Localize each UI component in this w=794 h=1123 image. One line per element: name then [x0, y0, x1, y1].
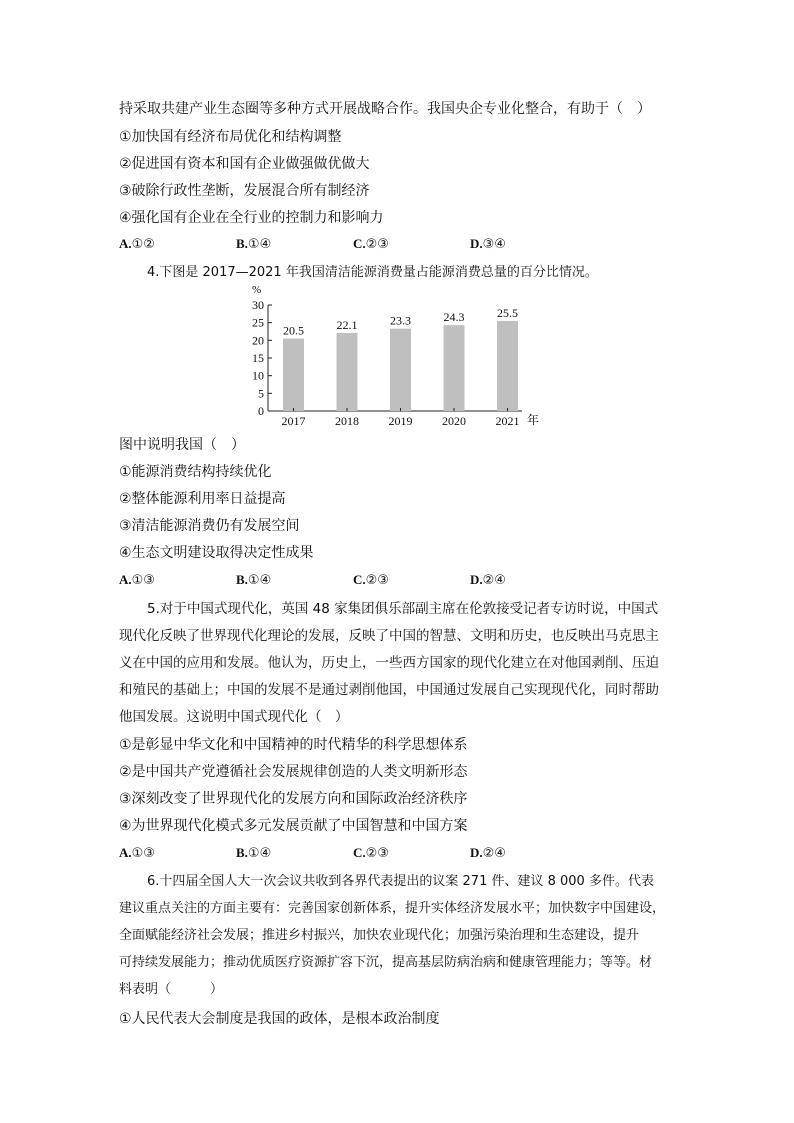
clean-energy-bar-chart [240, 282, 550, 432]
chart-bars [283, 321, 518, 411]
option-letter: D. [470, 236, 483, 251]
option-letter: A. [119, 845, 132, 860]
x-axis-unit: 年 [527, 413, 540, 427]
q5-line-4: 和殖民的基础上；中国的发展不是通过剥削他国，中国通过发展自己实现现代化，同时帮助 [119, 682, 659, 698]
option-text: ①④ [247, 846, 272, 861]
q4-option-c[interactable] [353, 571, 389, 590]
q3-stem-tail: 持采取共建产业生态圈等多种方式开展战略合作。我国央企专业化整合，有助于（ ） [119, 101, 651, 117]
q5-option-a[interactable] [119, 844, 155, 863]
q3-statement-2: ②促进国有资本和国有企业做强做优做大 [119, 156, 370, 172]
option-text: ②④ [482, 573, 506, 588]
q5-option-b[interactable] [236, 844, 271, 863]
option-letter: D. [470, 572, 483, 587]
q4-statement-4: ④生态文明建设取得决定性成果 [119, 545, 314, 561]
bar-2020 [444, 325, 465, 411]
y-tick-label: 10 [252, 368, 264, 383]
option-text: ①④ [247, 573, 272, 588]
option-letter: C. [353, 845, 366, 860]
option-text: ②③ [365, 846, 389, 861]
q6-statement-1: ①人民代表大会制度是我国的政体，是根本政治制度 [119, 1011, 440, 1027]
q6-line-2: 建议重点关注的方面主要有：完善国家创新体系，提升实体经济发展水平；加快数字中国建设， [119, 901, 666, 916]
y-tick-label: 20 [252, 333, 264, 348]
option-text: ②③ [365, 573, 389, 588]
q6-line-5: 料表明（ ） [119, 982, 224, 997]
q3-option-d[interactable] [470, 235, 506, 254]
option-letter: D. [470, 845, 483, 860]
option-letter: C. [353, 236, 366, 251]
x-tick-label: 2017 [281, 414, 306, 428]
y-tick-label: 15 [252, 351, 264, 365]
option-text: ③④ [482, 237, 506, 252]
option-letter: A. [119, 572, 132, 587]
bar-value-label: 22.1 [336, 317, 358, 332]
option-letter: C. [353, 572, 366, 587]
q4-statement-2: ②整体能源利用率日益提高 [119, 491, 286, 507]
q5-statement-1: ①是彰显中华文化和中国精神的时代精华的科学思想体系 [119, 737, 468, 753]
bar-value-label: 25.5 [497, 305, 518, 320]
option-letter: B. [236, 572, 248, 587]
bar-2019 [390, 329, 411, 411]
q5-option-d[interactable] [470, 844, 506, 863]
option-text: ①③ [131, 573, 155, 588]
option-letter: B. [236, 845, 248, 860]
y-tick-label: 0 [258, 404, 264, 418]
bar-value-label: 20.5 [283, 323, 304, 338]
q4-option-a[interactable] [119, 571, 155, 590]
q3-statement-1: ①加快国有经济布局优化和结构调整 [119, 129, 342, 145]
q5-option-c[interactable] [353, 844, 389, 863]
y-tick-label: 25 [252, 315, 264, 330]
q3-statement-4: ④强化国有企业在全行业的控制力和影响力 [119, 210, 384, 226]
q3-option-b[interactable] [236, 235, 271, 254]
q6-line-1: 6.十四届全国人大一次会议共收到各界代表提出的议案 271 件、建议 8 000 多件。代表 [147, 874, 654, 889]
y-axis-unit: % [252, 284, 262, 296]
bar-2018 [337, 333, 358, 411]
q5-line-1: 5.对于中国式现代化，英国 48 家集团俱乐部副主席在伦敦接受记者专访时说，中国式 [147, 601, 659, 617]
q3-option-c[interactable] [353, 235, 389, 254]
option-letter: B. [236, 236, 248, 251]
bar-value-label: 24.3 [443, 310, 465, 325]
q3-option-a[interactable] [119, 235, 155, 254]
x-tick-label: 2019 [388, 414, 413, 428]
q4-option-b[interactable] [236, 571, 271, 590]
bar-value-label: 23.3 [390, 313, 411, 328]
q6-line-4: 可持续发展能力；推动优质医疗资源扩容下沉，提高基层防病治病和健康管理能力；等等。材 [119, 955, 653, 970]
q4-option-d[interactable] [470, 571, 506, 590]
chart-svg [240, 282, 550, 432]
q4-statement-3: ③清洁能源消费仍有发展空间 [119, 518, 300, 534]
bar-2021 [497, 321, 518, 411]
bar-2017 [283, 339, 304, 411]
x-tick-label: 2021 [495, 414, 520, 428]
q5-line-5: 他国发展。这说明中国式现代化（ ） [119, 709, 349, 725]
q5-statement-2: ②是中国共产党遵循社会发展规律创造的人类文明新形态 [119, 764, 468, 780]
option-text: ①④ [247, 237, 272, 252]
option-text: ①③ [131, 846, 155, 861]
q4-stem: 4.下图是 2017—2021 年我国清洁能源消费量占能源消费总量的百分比情况。 [147, 265, 598, 280]
option-letter: A. [119, 236, 132, 251]
q6-line-3: 全面赋能经济社会发展；推进乡村振兴，加快农业现代化；加强污染治理和生态建设，提升 [119, 928, 640, 943]
option-text: ②③ [365, 237, 389, 252]
option-text: ②④ [482, 846, 506, 861]
q5-statement-4: ④为世界现代化模式多元发展贡献了中国智慧和中国方案 [119, 818, 468, 834]
q5-statement-3: ③深刻改变了世界现代化的发展方向和国际政治经济秩序 [119, 791, 468, 807]
q4-statement-1: ①能源消费结构持续优化 [119, 464, 272, 480]
x-tick-label: 2020 [442, 414, 466, 428]
chart-y-ticks [252, 298, 272, 418]
y-tick-label: 30 [252, 298, 264, 312]
q5-line-2: 现代化反映了世界现代化理论的发展，反映了中国的智慧、文明和历史，也反映出马克思主 [119, 628, 659, 644]
y-tick-label: 5 [258, 386, 264, 401]
option-text: ①② [131, 237, 155, 252]
x-tick-label: 2018 [335, 414, 359, 428]
q4-question: 图中说明我国（ ） [119, 437, 245, 453]
q5-line-3: 义在中国的应用和发展。他认为，历史上，一些西方国家的现代化建立在对他国剥削、压迫 [119, 655, 659, 671]
q3-statement-3: ③破除行政性垄断，发展混合所有制经济 [119, 183, 370, 199]
